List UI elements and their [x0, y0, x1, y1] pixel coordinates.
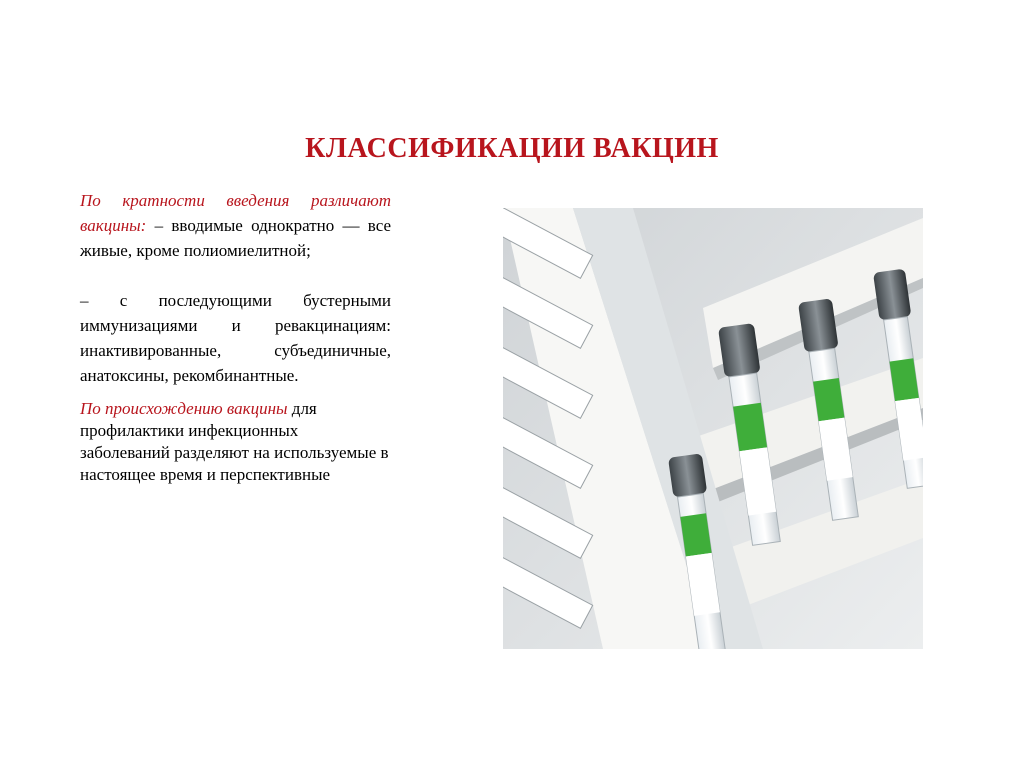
multiplicity-heading: По кратности введения различают вакцины: [80, 191, 391, 235]
multiplicity-text: – вводимые однократно — все живые, кроме полиомиелитной; [80, 216, 391, 260]
paragraph-origin [80, 398, 391, 486]
origin-heading: По происхождению вакцины [80, 399, 288, 418]
paragraph-booster [80, 288, 391, 388]
booster-text: – с последующими бустерными иммунизациями и ревакцинациям: инактивированные, субъединичные, анатоксины, рекомбинантные. [80, 291, 391, 385]
paragraph-multiplicity [80, 188, 391, 263]
text-column [80, 188, 391, 486]
page-title: КЛАССИФИКАЦИИ ВАКЦИН [305, 133, 719, 164]
origin-text: для профилактики инфекционных заболеваний разделяют на используемые в настоящее время и перспективные [80, 399, 389, 484]
vaccine-vials-photo [503, 208, 923, 649]
